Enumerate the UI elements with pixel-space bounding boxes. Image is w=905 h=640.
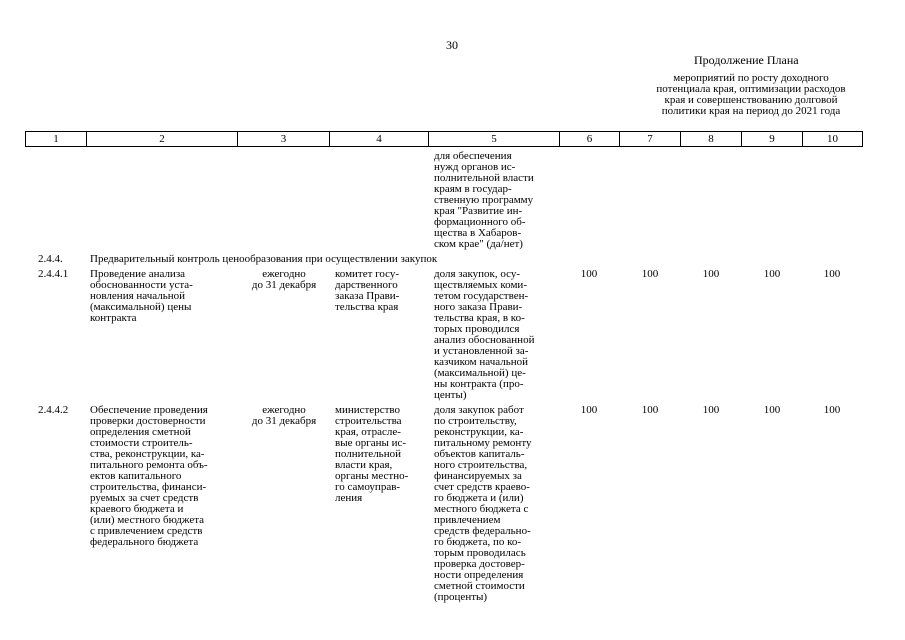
column-header-2: 2 [87, 132, 238, 146]
row-value-col8: 100 [702, 268, 720, 280]
row-number: 2.4.4.1 [38, 268, 69, 280]
column-header-5: 5 [429, 132, 560, 146]
row-value-col10: 100 [823, 268, 841, 280]
column-header-4: 4 [330, 132, 429, 146]
row-value-col9: 100 [763, 268, 781, 280]
row-value-col10: 100 [823, 404, 841, 416]
row-value-col9: 100 [763, 404, 781, 416]
row-indicator: доля закупок работ по строительству, реконструкции, ка- питальному ремонту объектов капиталь- ного строительства, финансируемых за счет средств краево- го бюджета и (или) местного бюджета с привлечением средств федерально- го бюджета, по ко- торым проводилась проверка достовер- ности определения сметной стоимости (проценты) [434, 404, 532, 603]
continuation-label: Продолжение Плана [694, 53, 799, 67]
carryover-indicator: для обеспечения нужд органов ис- полнительной власти краям в государ- ственную программу края "Развитие ин- формационного об- щества в Хабаров- ском крае" (да/нет) [434, 150, 534, 250]
row-value-col6: 100 [580, 404, 598, 416]
row-value-col6: 100 [580, 268, 598, 280]
column-header-8: 8 [681, 132, 742, 146]
column-header-row [25, 131, 863, 147]
row-responsible: министерство строительства края, отрасле- вые органы ис- полнительной власти края, органы местно- го самоуправ- ления [335, 404, 409, 504]
row-deadline: ежегодно до 31 декабря [251, 268, 317, 291]
column-header-3: 3 [238, 132, 330, 146]
row-measure: Проведение анализа обоснованности уста- новления начальной (максимальной) цены контракта [90, 268, 193, 324]
column-header-10: 10 [827, 133, 838, 145]
row-value-col8: 100 [702, 404, 720, 416]
section-title: Предварительный контроль ценообразования при осуществлении закупок [90, 253, 438, 265]
row-number: 2.4.4.2 [38, 404, 69, 416]
column-header-9: 9 [742, 132, 803, 146]
column-header-6: 6 [560, 132, 620, 146]
row-value-col7: 100 [641, 404, 659, 416]
row-value-col7: 100 [641, 268, 659, 280]
page-number: 30 [446, 38, 458, 52]
column-header-1: 1 [26, 132, 87, 146]
plan-title: мероприятий по росту доходного потенциала края, оптимизации расходов края и совершенствованию долговой политики края на период до 2021 года [656, 72, 846, 117]
row-indicator: доля закупок, осу- ществляемых коми- тетом государствен- ного заказа Прави- тельства края, в ко- торых проводился анализ обоснованной и установленной за- казчиком начальной (максимальной) це- ны контракта (про- центы) [434, 268, 535, 401]
row-measure: Обеспечение проведения проверки достоверности определения сметной стоимости строитель- ства, реконструкции, ка- питального ремонта объ- ектов капитального строительства, финанси- руемых за счет средств краевого бюджета и (или) местного бюджета с привлечением средств федерального бюджета [90, 404, 208, 548]
row-responsible: комитет госу- дарственного заказа Прави- тельства края [335, 268, 400, 313]
section-number: 2.4.4. [38, 253, 63, 265]
column-header-7: 7 [620, 132, 681, 146]
row-deadline: ежегодно до 31 декабря [251, 404, 317, 427]
